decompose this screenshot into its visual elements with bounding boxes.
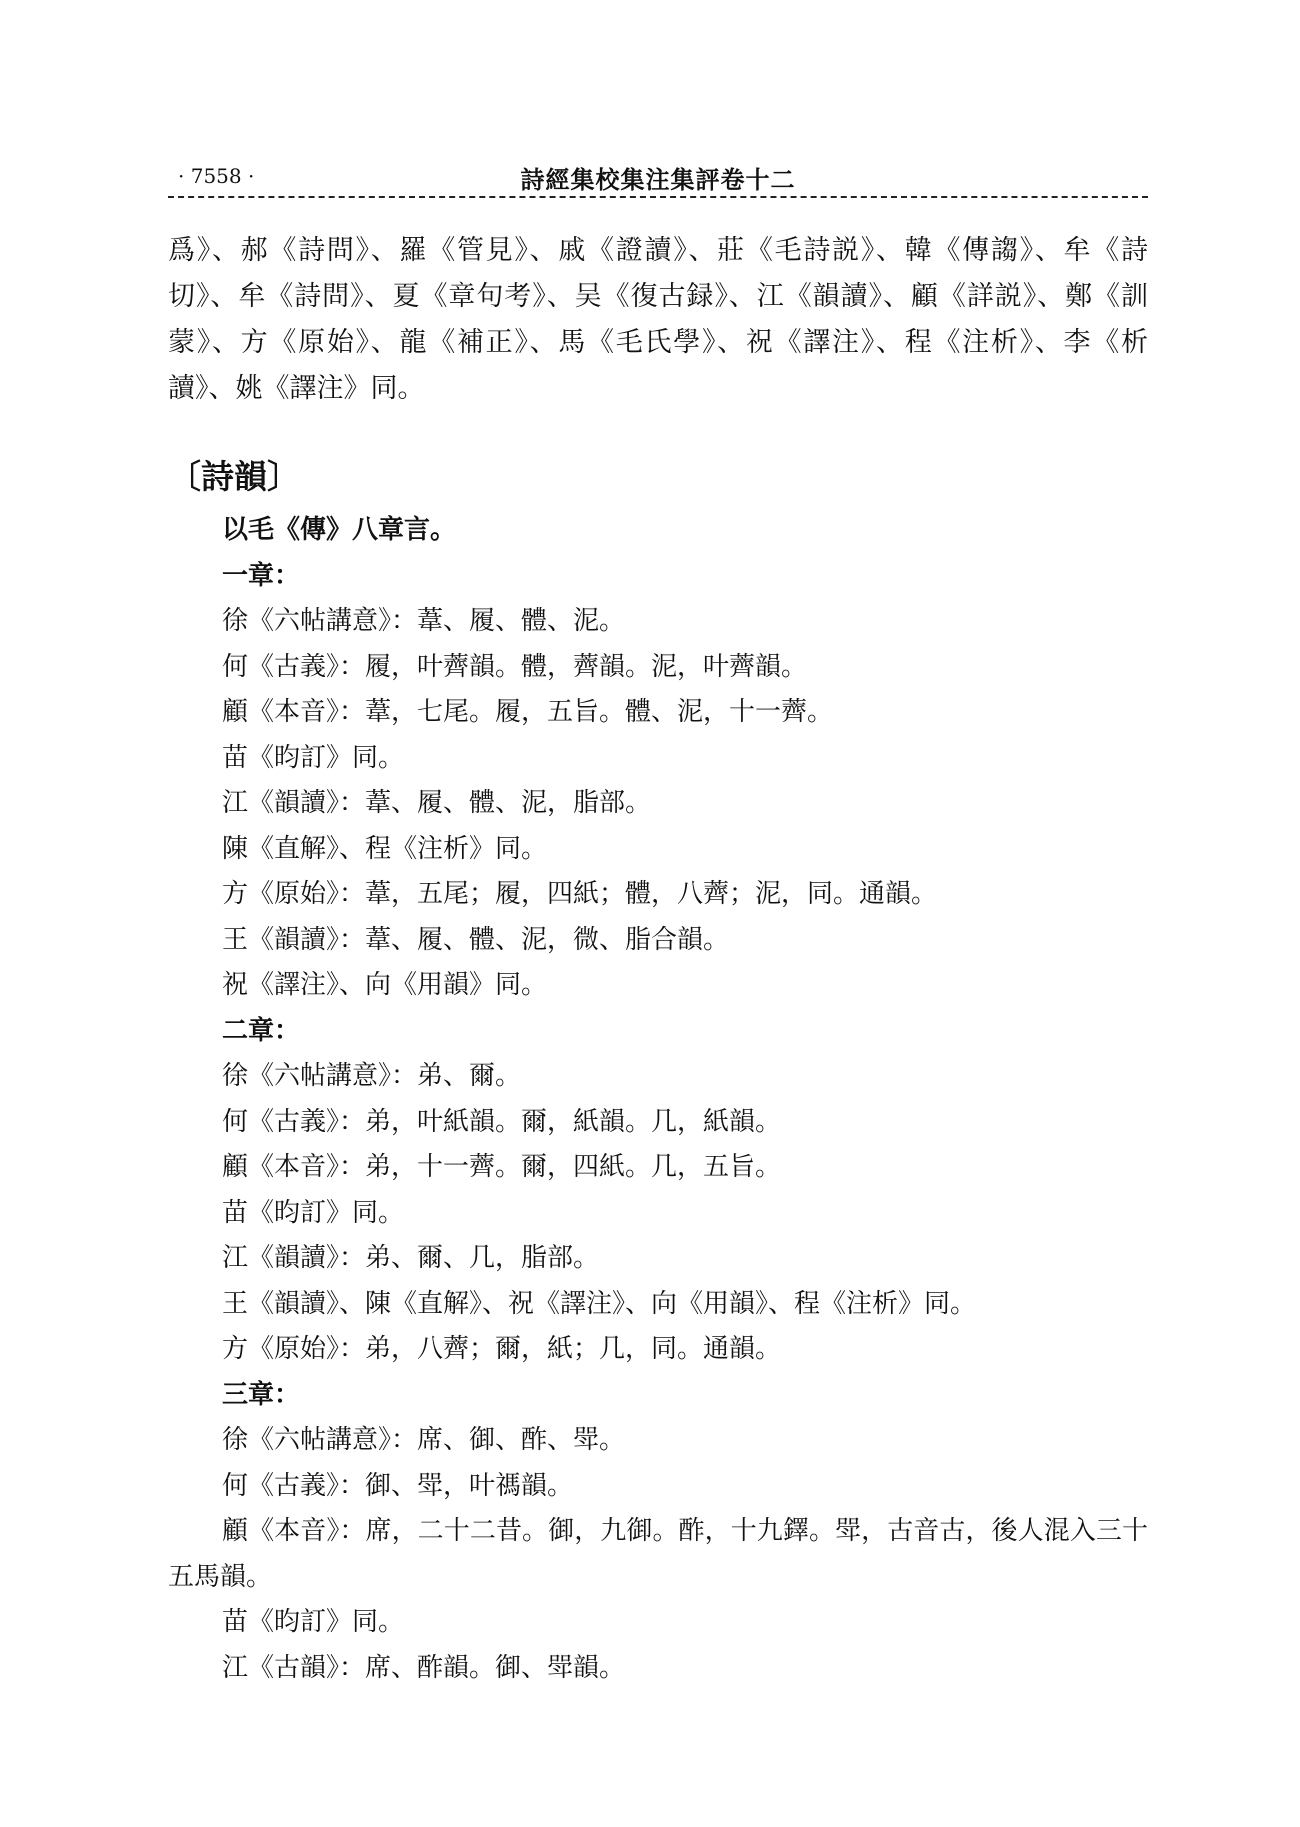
rhyme-entry: 江《古韻》：席、酢韻。御、斝韻。 (222, 1652, 626, 1683)
page-content (168, 228, 1148, 1691)
rhyme-entry: 何《古義》：履，叶薺韻。體，薺韻。泥，叶薺韻。 (222, 651, 808, 682)
header-rule (168, 196, 1148, 198)
chapter-label: 一章： (222, 560, 301, 591)
rhyme-entry: 苗《昀訂》同。 (222, 1197, 405, 1228)
rhyme-entry: 何《古義》：弟，叶紙韻。爾，紙韻。几，紙韻。 (222, 1106, 782, 1137)
rhyme-entry: 何《古義》：御、斝，叶禡韻。 (222, 1470, 574, 1501)
rhyme-entry: 陳《直解》、程《注析》同。 (222, 833, 548, 864)
rhyme-entry: 祝《譯注》、向《用韻》同。 (222, 970, 548, 1000)
rhyme-entry: 顧《本音》：葦，七尾。履，五旨。體、泥，十一薺。 (222, 697, 834, 727)
section-heading: 〔詩韻〕 (168, 457, 300, 496)
rhyme-entry: 徐《六帖講意》：葦、履、體、泥。 (222, 606, 626, 636)
rhyme-entry: 顧《本音》：弟，十一薺。爾，四紙。几，五旨。 (222, 1152, 782, 1182)
chapter-label: 二章： (222, 1015, 301, 1046)
page-header (168, 160, 1148, 200)
rhyme-entry: 徐《六帖講意》：席、御、酢、斝。 (222, 1425, 626, 1455)
rhyme-entry: 王《韻讀》：葦、履、體、泥，微、脂合韻。 (222, 924, 730, 955)
rhyme-entry: 徐《六帖講意》：弟、爾。 (222, 1061, 522, 1091)
rhyme-entry: 江《韻讀》：弟、爾、几，脂部。 (222, 1243, 600, 1273)
intro-paragraph: 爲》、郝《詩問》、羅《管見》、戚《證讀》、莊《毛詩説》、韓《傳謅》、牟《詩切》、牟《詩問》、夏《章句考》、吴《復古録》、江《韻讀》、顧《詳説》、鄭《訓蒙》、方《原始》、龍《補正》、馬《毛氏學》、祝《譯注》、程《注析》、李《析讀》、姚《譯注》同。 (168, 235, 1148, 404)
rhyme-entry: 方《原始》：葦，五尾；履，四紙；體，八薺；泥，同。通韻。 (222, 879, 938, 909)
rhyme-entry: 苗《昀訂》同。 (222, 1607, 405, 1637)
chapter-label: 以毛《傳》八章言。 (222, 515, 457, 545)
rhyme-entry: 王《韻讀》、陳《直解》、祝《譯注》、向《用韻》、程《注析》同。 (222, 1288, 977, 1319)
rhyme-entry: 江《韻讀》：葦、履、體、泥，脂部。 (222, 788, 652, 818)
page-number: · 7558 · (178, 164, 255, 188)
running-title: 詩經集校集注集評卷十二 (520, 165, 796, 194)
rhyme-entry: 苗《昀訂》同。 (222, 742, 405, 773)
rhyme-entry: 顧《本音》：席，二十二昔。御，九御。酢，十九鐸。斝，古音古，後人混入三十五馬韻。 (168, 1516, 1148, 1592)
rhyme-entry: 方《原始》：弟，八薺；爾，紙；几，同。通韻。 (222, 1334, 782, 1364)
rhyme-entries (168, 508, 1148, 1691)
chapter-label: 三章： (222, 1379, 301, 1410)
